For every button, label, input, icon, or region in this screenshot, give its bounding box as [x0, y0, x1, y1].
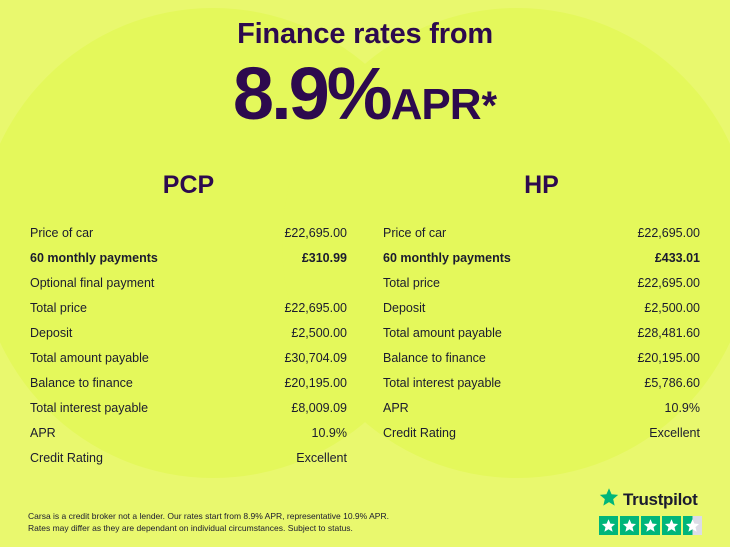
table-row: [383, 420, 700, 445]
rate-value: 8.9%: [232, 52, 390, 135]
row-label: 60 monthly payments: [383, 250, 511, 265]
row-label: APR: [383, 400, 409, 415]
rate-unit: APR: [390, 80, 481, 129]
row-label: Deposit: [30, 325, 73, 340]
trustpilot-wordmark: Trustpilot: [623, 489, 698, 509]
row-label: Total interest payable: [383, 375, 502, 390]
trustpilot-rating: [599, 487, 702, 535]
table-row: [383, 295, 700, 320]
row-label: Price of car: [383, 225, 447, 240]
footer: [0, 487, 730, 535]
row-value: £22,695.00: [637, 225, 700, 240]
table-row: [30, 370, 347, 395]
row-value: Excellent: [649, 425, 700, 440]
table-row: [30, 420, 347, 445]
row-label: Optional final payment: [30, 275, 155, 290]
row-value: £28,481.60: [637, 325, 700, 340]
header: [0, 0, 730, 135]
row-label: Balance to finance: [30, 375, 133, 390]
row-value: 10.9%: [311, 425, 347, 440]
row-value: £5,786.60: [644, 375, 700, 390]
table-row: [383, 370, 700, 395]
table-row: [30, 220, 347, 245]
table-row: [383, 245, 700, 270]
row-value: £22,695.00: [637, 275, 700, 290]
table-row: [30, 245, 347, 270]
row-value: 10.9%: [664, 400, 700, 415]
table-row: [383, 220, 700, 245]
column-title-pcp: PCP: [162, 171, 215, 199]
table-row: [383, 345, 700, 370]
row-label: Total interest payable: [30, 400, 149, 415]
row-value: Excellent: [296, 450, 347, 465]
star-icon: [620, 516, 639, 535]
table-row: [383, 320, 700, 345]
table-row: [30, 295, 347, 320]
headline-rate: [0, 52, 730, 135]
table-row: [30, 270, 347, 295]
row-value: £30,704.09: [284, 350, 347, 365]
star-icon: [599, 516, 618, 535]
column-hp: [365, 171, 718, 470]
row-value: £22,695.00: [284, 225, 347, 240]
column-pcp: [12, 171, 365, 470]
row-label: Deposit: [383, 300, 426, 315]
trustpilot-logo: [599, 487, 702, 512]
row-label: Price of car: [30, 225, 94, 240]
row-label: Total amount payable: [383, 325, 502, 340]
column-title-hp: HP: [524, 171, 559, 199]
star-icon: [662, 516, 681, 535]
trustpilot-stars: [599, 516, 702, 535]
table-row: [30, 445, 347, 470]
row-value: £310.99: [301, 250, 347, 265]
star-icon: [599, 487, 619, 512]
comparison-columns: [0, 171, 730, 470]
row-label: 60 monthly payments: [30, 250, 158, 265]
row-label: Total price: [30, 300, 87, 315]
table-row: [383, 270, 700, 295]
table-row: [30, 345, 347, 370]
row-label: APR: [30, 425, 56, 440]
rate-asterisk: *: [481, 84, 498, 128]
row-label: Credit Rating: [30, 450, 103, 465]
row-value: £2,500.00: [291, 325, 347, 340]
table-row: [30, 320, 347, 345]
row-value: £2,500.00: [644, 300, 700, 315]
row-value: £433.01: [654, 250, 700, 265]
star-icon: [641, 516, 660, 535]
table-row: [30, 395, 347, 420]
row-label: Total amount payable: [30, 350, 149, 365]
row-value: £20,195.00: [637, 350, 700, 365]
star-half-icon: [683, 516, 702, 535]
row-label: Balance to finance: [383, 350, 486, 365]
disclaimer-line-2: Rates may differ as they are dependant on individual circumstances. Subject to status.: [28, 523, 353, 534]
row-value: £8,009.09: [291, 400, 347, 415]
table-row: [383, 395, 700, 420]
disclaimer: [28, 510, 389, 536]
row-label: Credit Rating: [383, 425, 456, 440]
row-value: £20,195.00: [284, 375, 347, 390]
row-label: Total price: [383, 275, 440, 290]
disclaimer-line-1: Carsa is a credit broker not a lender. Our rates start from 8.9% APR, representative 10.9% APR.: [28, 510, 389, 521]
row-value: £22,695.00: [284, 300, 347, 315]
page-title: Finance rates from: [237, 18, 493, 50]
